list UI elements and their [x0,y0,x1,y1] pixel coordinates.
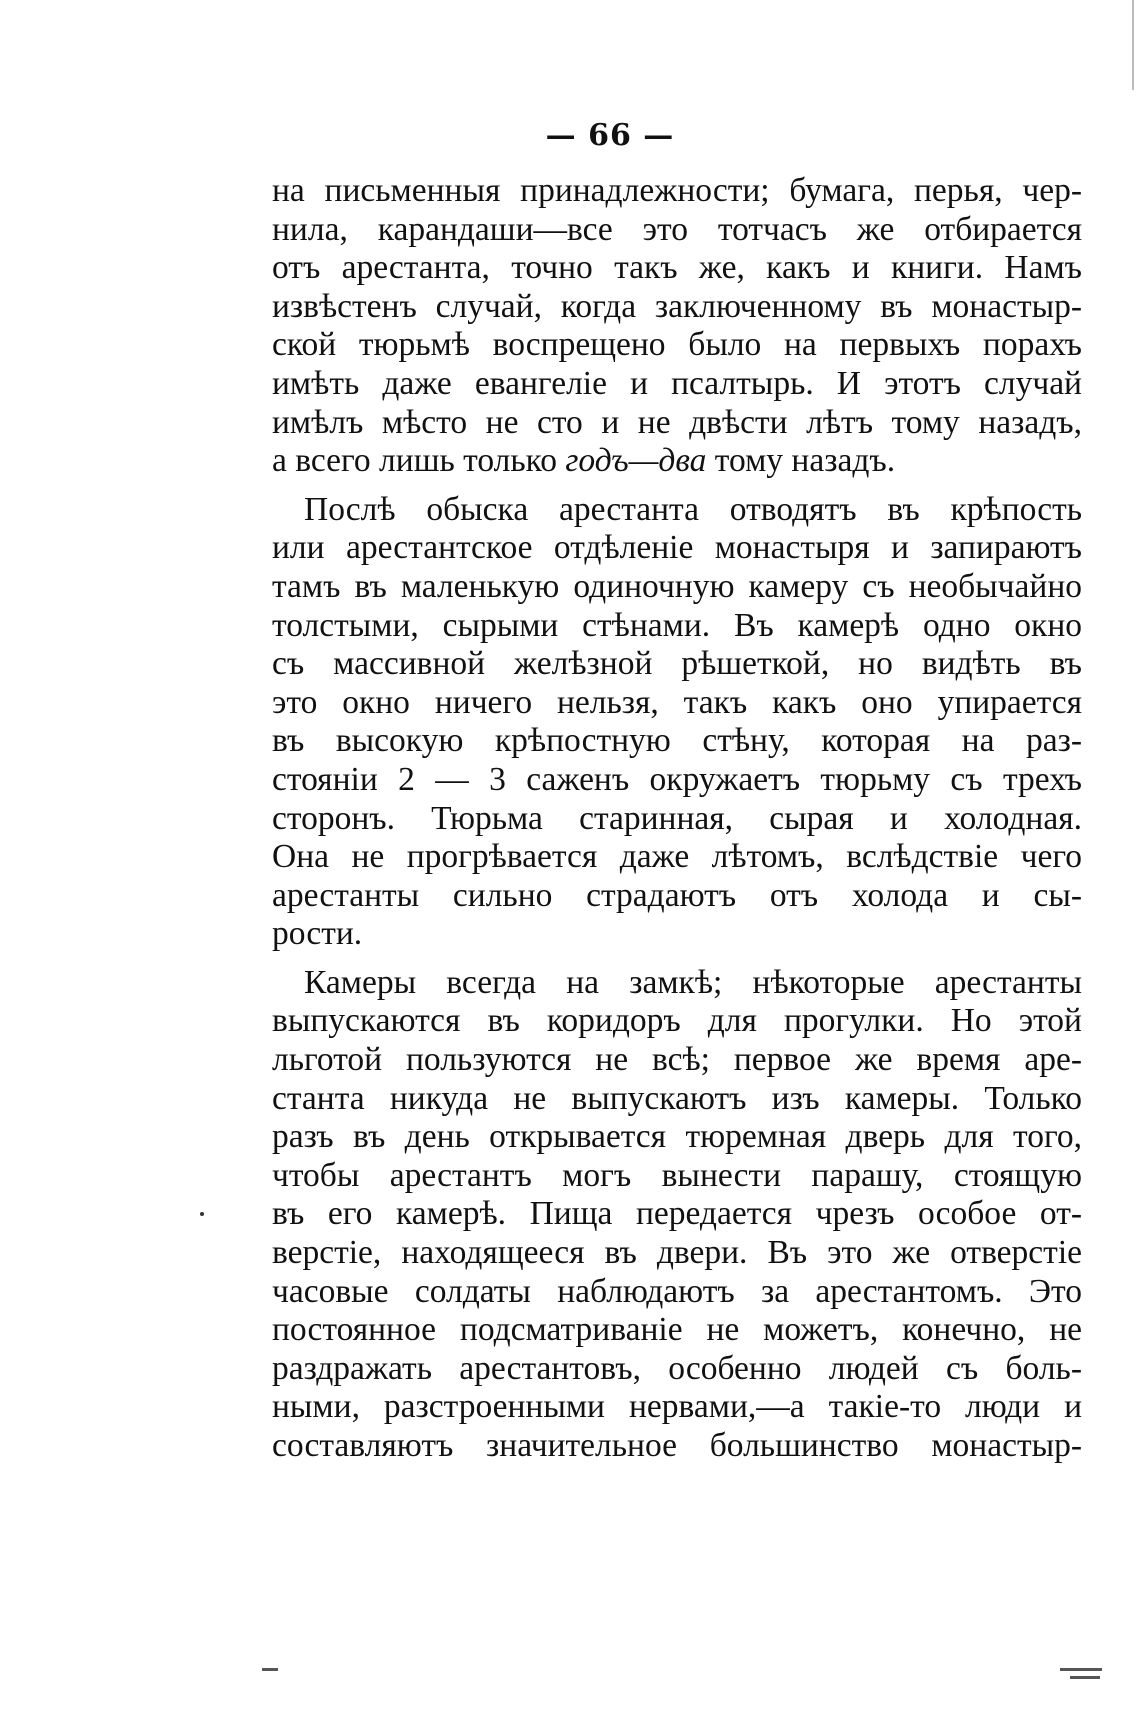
text-line: это окно ничего нельзя, такъ какъ оно упирается [272,683,1082,721]
text-line: сторонъ. Тюрьма старинная, сырая и холодная. [272,799,1082,837]
page-edge-shadow [1132,0,1134,90]
text-line: арестанты сильно страдаютъ отъ холода и сы- [272,876,1082,914]
text-line: выпускаются въ коридоръ для прогулки. Но этой [272,1002,1082,1040]
text-line: льготой пользуются не всѣ; первое же время аре- [272,1041,1082,1079]
body-text [272,172,1082,1466]
italic-emphasis: годъ—два [565,442,707,480]
paragraph-gap [272,954,1082,964]
text-line: верстіе, находящееся въ двери. Въ это же отверстіе [272,1234,1082,1272]
paragraph-2 [272,491,1082,954]
paragraph-3 [272,964,1082,1466]
text-line: имѣлъ мѣсто не сто и не двѣсти лѣтъ тому назадъ, [272,403,1082,441]
scan-mark [1070,1676,1100,1679]
text-line: толстыми, сырыми стѣнами. Въ камерѣ одно окно [272,606,1082,644]
text-line: или арестантское отдѣленіе монастыря и запираютъ [272,529,1082,567]
text-line: составляютъ значительное большинство монастыр- [272,1427,1082,1464]
text-line: разъ въ день открывается тюремная дверь для того, [272,1118,1082,1156]
text-line: въ его камерѣ. Пища передается чрезъ особое от- [272,1195,1082,1233]
text-line: на письменныя принадлежности; бумага, перья, чер- [272,172,1082,209]
text-line: чтобы арестантъ могъ вынести парашу, стоящую [272,1156,1082,1194]
text-line: часовые солдаты наблюдаютъ за арестантомъ. Это [272,1272,1082,1310]
text-line: рости. [272,915,363,953]
text-line: стояніи 2 — 3 саженъ окружаетъ тюрьму съ трехъ [272,760,1082,798]
text-line: станта никуда не выпускаютъ изъ камеры. Только [272,1079,1082,1117]
text-line: съ массивной желѣзной рѣшеткой, но видѣть въ [272,645,1082,683]
text-line: раздражать арестантовъ, особенно людей съ боль- [272,1349,1082,1387]
text-line: тамъ въ маленькую одиночную камеру съ необычайно [272,567,1082,605]
text-line: извѣстенъ случай, когда заключенному въ монастыр- [272,287,1082,325]
text-line: ными, разстроенными нервами,—а такіе-то люди и [272,1388,1082,1426]
text-run: тому назадъ. [706,442,896,480]
text-line: въ высокую крѣпостную стѣну, которая на раз- [272,722,1082,760]
text-line: ской тюрьмѣ воспрещено было на первыхъ порахъ [272,326,1082,364]
scan-mark [1060,1668,1102,1671]
paragraph-1 [272,172,1082,481]
text-run: а всего лишь только [272,442,566,480]
text-line-last [272,442,1082,481]
text-line: нила, карандаши—все это тотчасъ же отбирается [272,210,1082,248]
scan-speck [200,1212,204,1216]
text-line: Послѣ обыска арестанта отводятъ въ крѣпость [304,490,1082,528]
paragraph-gap [272,481,1082,491]
scan-mark [262,1668,278,1671]
text-line: постоянное подсматриваніе не можетъ, конечно, не [272,1311,1082,1349]
text-line: имѣть даже евангеліе и псалтырь. И этотъ случай [272,364,1082,402]
text-line: Она не прогрѣвается даже лѣтомъ, вслѣдствіе чего [272,838,1082,876]
text-line: Камеры всегда на замкѣ; нѣкоторые арестанты [304,963,1082,1001]
text-line: отъ арестанта, точно такъ же, какъ и книги. Намъ [272,249,1082,287]
page-number: — 66 — [545,118,675,153]
